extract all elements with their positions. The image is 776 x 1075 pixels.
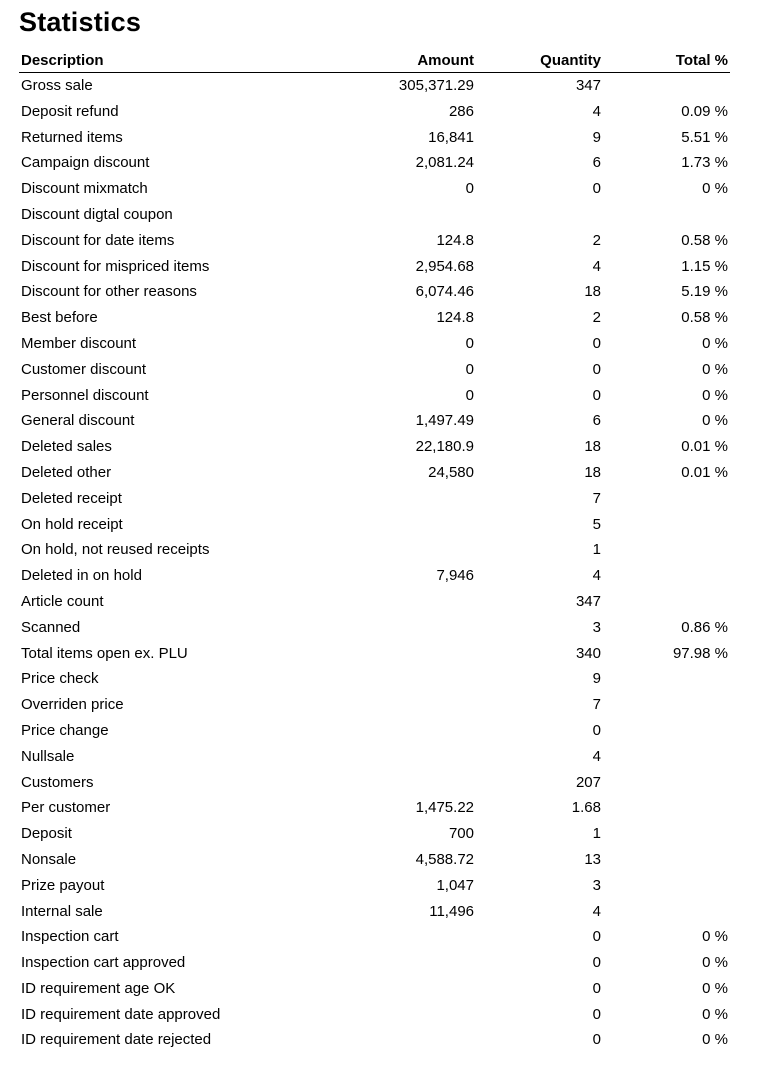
table-row: [19, 1027, 730, 1053]
table-row: [19, 899, 730, 925]
table-row: [19, 73, 730, 99]
table-row: [19, 718, 730, 744]
cell-description: Nonsale: [21, 850, 77, 868]
cell-description: Discount for date items: [21, 231, 175, 249]
cell-total-percent: 0 %: [702, 979, 728, 997]
table-header: [19, 50, 730, 73]
table-row: [19, 460, 730, 486]
cell-description: Article count: [21, 592, 104, 610]
cell-total-percent: 0 %: [702, 1031, 728, 1049]
cell-amount: 124.8: [436, 309, 474, 327]
cell-description: Inspection cart approved: [21, 954, 186, 972]
cell-description: Gross sale: [21, 77, 93, 94]
cell-quantity: 3: [592, 876, 601, 894]
table-row: [19, 873, 730, 899]
cell-amount: [309, 537, 476, 563]
cell-description: ID requirement age OK: [21, 979, 176, 997]
cell-quantity: 7: [592, 489, 601, 507]
cell-total-percent: [603, 847, 730, 873]
table-row: [19, 305, 730, 331]
cell-quantity: 6: [592, 412, 601, 430]
cell-description: Deposit: [21, 825, 72, 843]
cell-amount: 305,371.29: [398, 77, 474, 94]
cell-quantity: 0: [592, 979, 601, 997]
cell-total-percent: 5.19 %: [681, 283, 728, 301]
cell-quantity: 347: [575, 592, 601, 610]
cell-description: Deleted receipt: [21, 489, 122, 507]
header-description: Description: [19, 50, 309, 73]
cell-quantity: 1.68: [571, 799, 601, 817]
cell-amount: 16,841: [428, 128, 474, 146]
cell-total-percent: [603, 873, 730, 899]
cell-description: Discount for other reasons: [21, 283, 197, 301]
cell-description: Deleted other: [21, 463, 112, 481]
cell-amount: [309, 976, 476, 1002]
table-row: [19, 434, 730, 460]
cell-quantity: [476, 202, 603, 228]
table-row: [19, 279, 730, 305]
cell-total-percent: 0.58 %: [681, 309, 728, 327]
cell-quantity: 207: [575, 773, 601, 791]
table-row: [19, 847, 730, 873]
cell-quantity: 4: [592, 257, 601, 275]
cell-amount: 0: [465, 334, 474, 352]
cell-amount: 1,475.22: [415, 799, 474, 817]
cell-description: ID requirement date rejected: [21, 1031, 212, 1049]
cell-description: Discount digtal coupon: [21, 205, 173, 223]
header-total-percent: Total %: [603, 50, 730, 73]
cell-amount: [309, 641, 476, 667]
statistics-table: [19, 50, 730, 1053]
cell-amount: 0: [465, 360, 474, 378]
cell-amount: [309, 950, 476, 976]
table-row: [19, 821, 730, 847]
cell-description: On hold, not reused receipts: [21, 541, 210, 559]
cell-amount: [309, 202, 476, 228]
table-row: [19, 383, 730, 409]
cell-amount: [309, 512, 476, 538]
cell-description: Personnel discount: [21, 386, 149, 404]
cell-total-percent: [603, 73, 730, 99]
cell-quantity: 0: [592, 721, 601, 739]
cell-total-percent: 0.09 %: [681, 102, 728, 120]
table-row: [19, 408, 730, 434]
header-quantity: Quantity: [476, 50, 603, 73]
table-row: [19, 150, 730, 176]
cell-amount: 22,180.9: [415, 438, 474, 456]
statistics-report: [19, 4, 739, 1053]
cell-total-percent: 0.58 %: [681, 231, 728, 249]
cell-description: Deleted sales: [21, 438, 112, 456]
cell-amount: [309, 924, 476, 950]
header-row: [19, 50, 730, 73]
cell-total-percent: 1.73 %: [681, 154, 728, 172]
cell-amount: 24,580: [428, 463, 474, 481]
cell-amount: 1,497.49: [415, 412, 474, 430]
cell-description: Deposit refund: [21, 102, 119, 120]
cell-total-percent: [603, 563, 730, 589]
cell-description: Scanned: [21, 618, 81, 636]
cell-amount: 124.8: [436, 231, 474, 249]
cell-amount: 7,946: [436, 567, 474, 585]
cell-quantity: 0: [592, 1005, 601, 1023]
cell-total-percent: 0 %: [702, 360, 728, 378]
cell-quantity: 2: [592, 231, 601, 249]
cell-description: Best before: [21, 309, 98, 327]
cell-total-percent: [603, 692, 730, 718]
cell-amount: [309, 744, 476, 770]
cell-amount: 0: [465, 180, 474, 198]
cell-quantity: 0: [592, 180, 601, 198]
cell-total-percent: [603, 770, 730, 796]
cell-amount: [309, 692, 476, 718]
cell-amount: [309, 718, 476, 744]
cell-amount: 4,588.72: [415, 850, 474, 868]
cell-total-percent: [603, 589, 730, 615]
cell-description: Member discount: [21, 334, 137, 352]
cell-total-percent: 0 %: [702, 386, 728, 404]
cell-quantity: 0: [592, 360, 601, 378]
cell-description: Overriden price: [21, 696, 124, 714]
cell-amount: [309, 666, 476, 692]
cell-amount: [309, 486, 476, 512]
cell-description: Customers: [21, 773, 94, 791]
table-row: [19, 666, 730, 692]
cell-total-percent: 0 %: [702, 334, 728, 352]
cell-quantity: 4: [592, 567, 601, 585]
cell-quantity: 1: [592, 541, 601, 559]
cell-quantity: 0: [592, 334, 601, 352]
report-title: Statistics: [19, 7, 142, 37]
cell-amount: 1,047: [436, 876, 474, 894]
cell-total-percent: 97.98 %: [672, 644, 728, 662]
cell-quantity: 13: [584, 850, 601, 868]
cell-description: Customer discount: [21, 360, 147, 378]
cell-amount: [309, 589, 476, 615]
cell-quantity: 18: [584, 438, 601, 456]
cell-amount: 11,496: [429, 902, 474, 920]
table-row: [19, 641, 730, 667]
cell-quantity: 3: [592, 618, 601, 636]
cell-amount: [309, 770, 476, 796]
cell-quantity: 1: [592, 825, 601, 843]
table-row: [19, 202, 730, 228]
cell-total-percent: 0 %: [702, 412, 728, 430]
cell-description: General discount: [21, 412, 135, 430]
table-row: [19, 125, 730, 151]
cell-amount: 2,081.24: [415, 154, 474, 172]
cell-total-percent: [603, 512, 730, 538]
table-row: [19, 537, 730, 563]
cell-amount: 6,074.46: [415, 283, 474, 301]
cell-total-percent: 0.86 %: [681, 618, 728, 636]
cell-amount: [309, 1027, 476, 1053]
cell-description: Returned items: [21, 128, 123, 146]
cell-quantity: 6: [592, 154, 601, 172]
cell-quantity: 9: [592, 670, 601, 688]
cell-quantity: 5: [592, 515, 601, 533]
cell-description: Per customer: [21, 799, 111, 817]
cell-description: On hold receipt: [21, 515, 123, 533]
cell-quantity: 347: [575, 77, 601, 94]
cell-description: Discount mixmatch: [21, 180, 148, 198]
cell-quantity: 18: [584, 463, 601, 481]
cell-total-percent: [603, 899, 730, 925]
cell-quantity: 340: [575, 644, 601, 662]
cell-total-percent: [603, 821, 730, 847]
cell-total-percent: 0 %: [702, 180, 728, 198]
table-row: [19, 331, 730, 357]
header-amount: Amount: [309, 50, 476, 73]
cell-quantity: 7: [592, 696, 601, 714]
cell-quantity: 18: [584, 283, 601, 301]
table-row: [19, 563, 730, 589]
table-row: [19, 795, 730, 821]
cell-description: ID requirement date approved: [21, 1005, 221, 1023]
cell-quantity: 4: [592, 102, 601, 120]
cell-total-percent: 0 %: [702, 954, 728, 972]
cell-description: Internal sale: [21, 902, 103, 920]
table-row: [19, 99, 730, 125]
cell-description: Prize payout: [21, 876, 105, 894]
cell-total-percent: [603, 795, 730, 821]
cell-total-percent: 0.01 %: [681, 463, 728, 481]
table-row: [19, 770, 730, 796]
cell-total-percent: 5.51 %: [681, 128, 728, 146]
cell-amount: 0: [465, 386, 474, 404]
cell-total-percent: 0.01 %: [681, 438, 728, 456]
cell-quantity: 0: [592, 954, 601, 972]
cell-total-percent: [603, 537, 730, 563]
table-row: [19, 357, 730, 383]
table-row: [19, 744, 730, 770]
table-row: [19, 589, 730, 615]
table-row: [19, 950, 730, 976]
cell-quantity: 0: [592, 386, 601, 404]
cell-description: Price check: [21, 670, 99, 688]
cell-description: Deleted in on hold: [21, 567, 142, 585]
cell-quantity: 9: [592, 128, 601, 146]
table-row: [19, 976, 730, 1002]
cell-description: Total items open ex. PLU: [21, 644, 188, 662]
cell-description: Inspection cart: [21, 928, 119, 946]
table-row: [19, 254, 730, 280]
cell-quantity: 0: [592, 1031, 601, 1049]
table-row: [19, 615, 730, 641]
table-row: [19, 1002, 730, 1028]
cell-amount: 286: [448, 102, 474, 120]
table-row: [19, 486, 730, 512]
cell-total-percent: [603, 202, 730, 228]
table-row: [19, 924, 730, 950]
cell-amount: [309, 1002, 476, 1028]
cell-total-percent: [603, 666, 730, 692]
cell-description: Discount for mispriced items: [21, 257, 210, 275]
cell-total-percent: [603, 718, 730, 744]
table-row: [19, 512, 730, 538]
table-row: [19, 692, 730, 718]
cell-quantity: 4: [592, 902, 601, 920]
cell-description: Campaign discount: [21, 154, 150, 172]
cell-total-percent: 0 %: [702, 928, 728, 946]
cell-total-percent: [603, 744, 730, 770]
cell-total-percent: [603, 486, 730, 512]
cell-quantity: 0: [592, 928, 601, 946]
table-row: [19, 228, 730, 254]
cell-description: Price change: [21, 721, 109, 739]
cell-quantity: 2: [592, 309, 601, 327]
cell-amount: 700: [448, 825, 474, 843]
cell-quantity: 4: [592, 747, 601, 765]
table-body: [19, 73, 730, 1054]
cell-amount: 2,954.68: [415, 257, 474, 275]
table-row: [19, 176, 730, 202]
cell-description: Nullsale: [21, 747, 75, 765]
cell-total-percent: 1.15 %: [681, 257, 728, 275]
cell-total-percent: 0 %: [702, 1005, 728, 1023]
cell-amount: [309, 615, 476, 641]
